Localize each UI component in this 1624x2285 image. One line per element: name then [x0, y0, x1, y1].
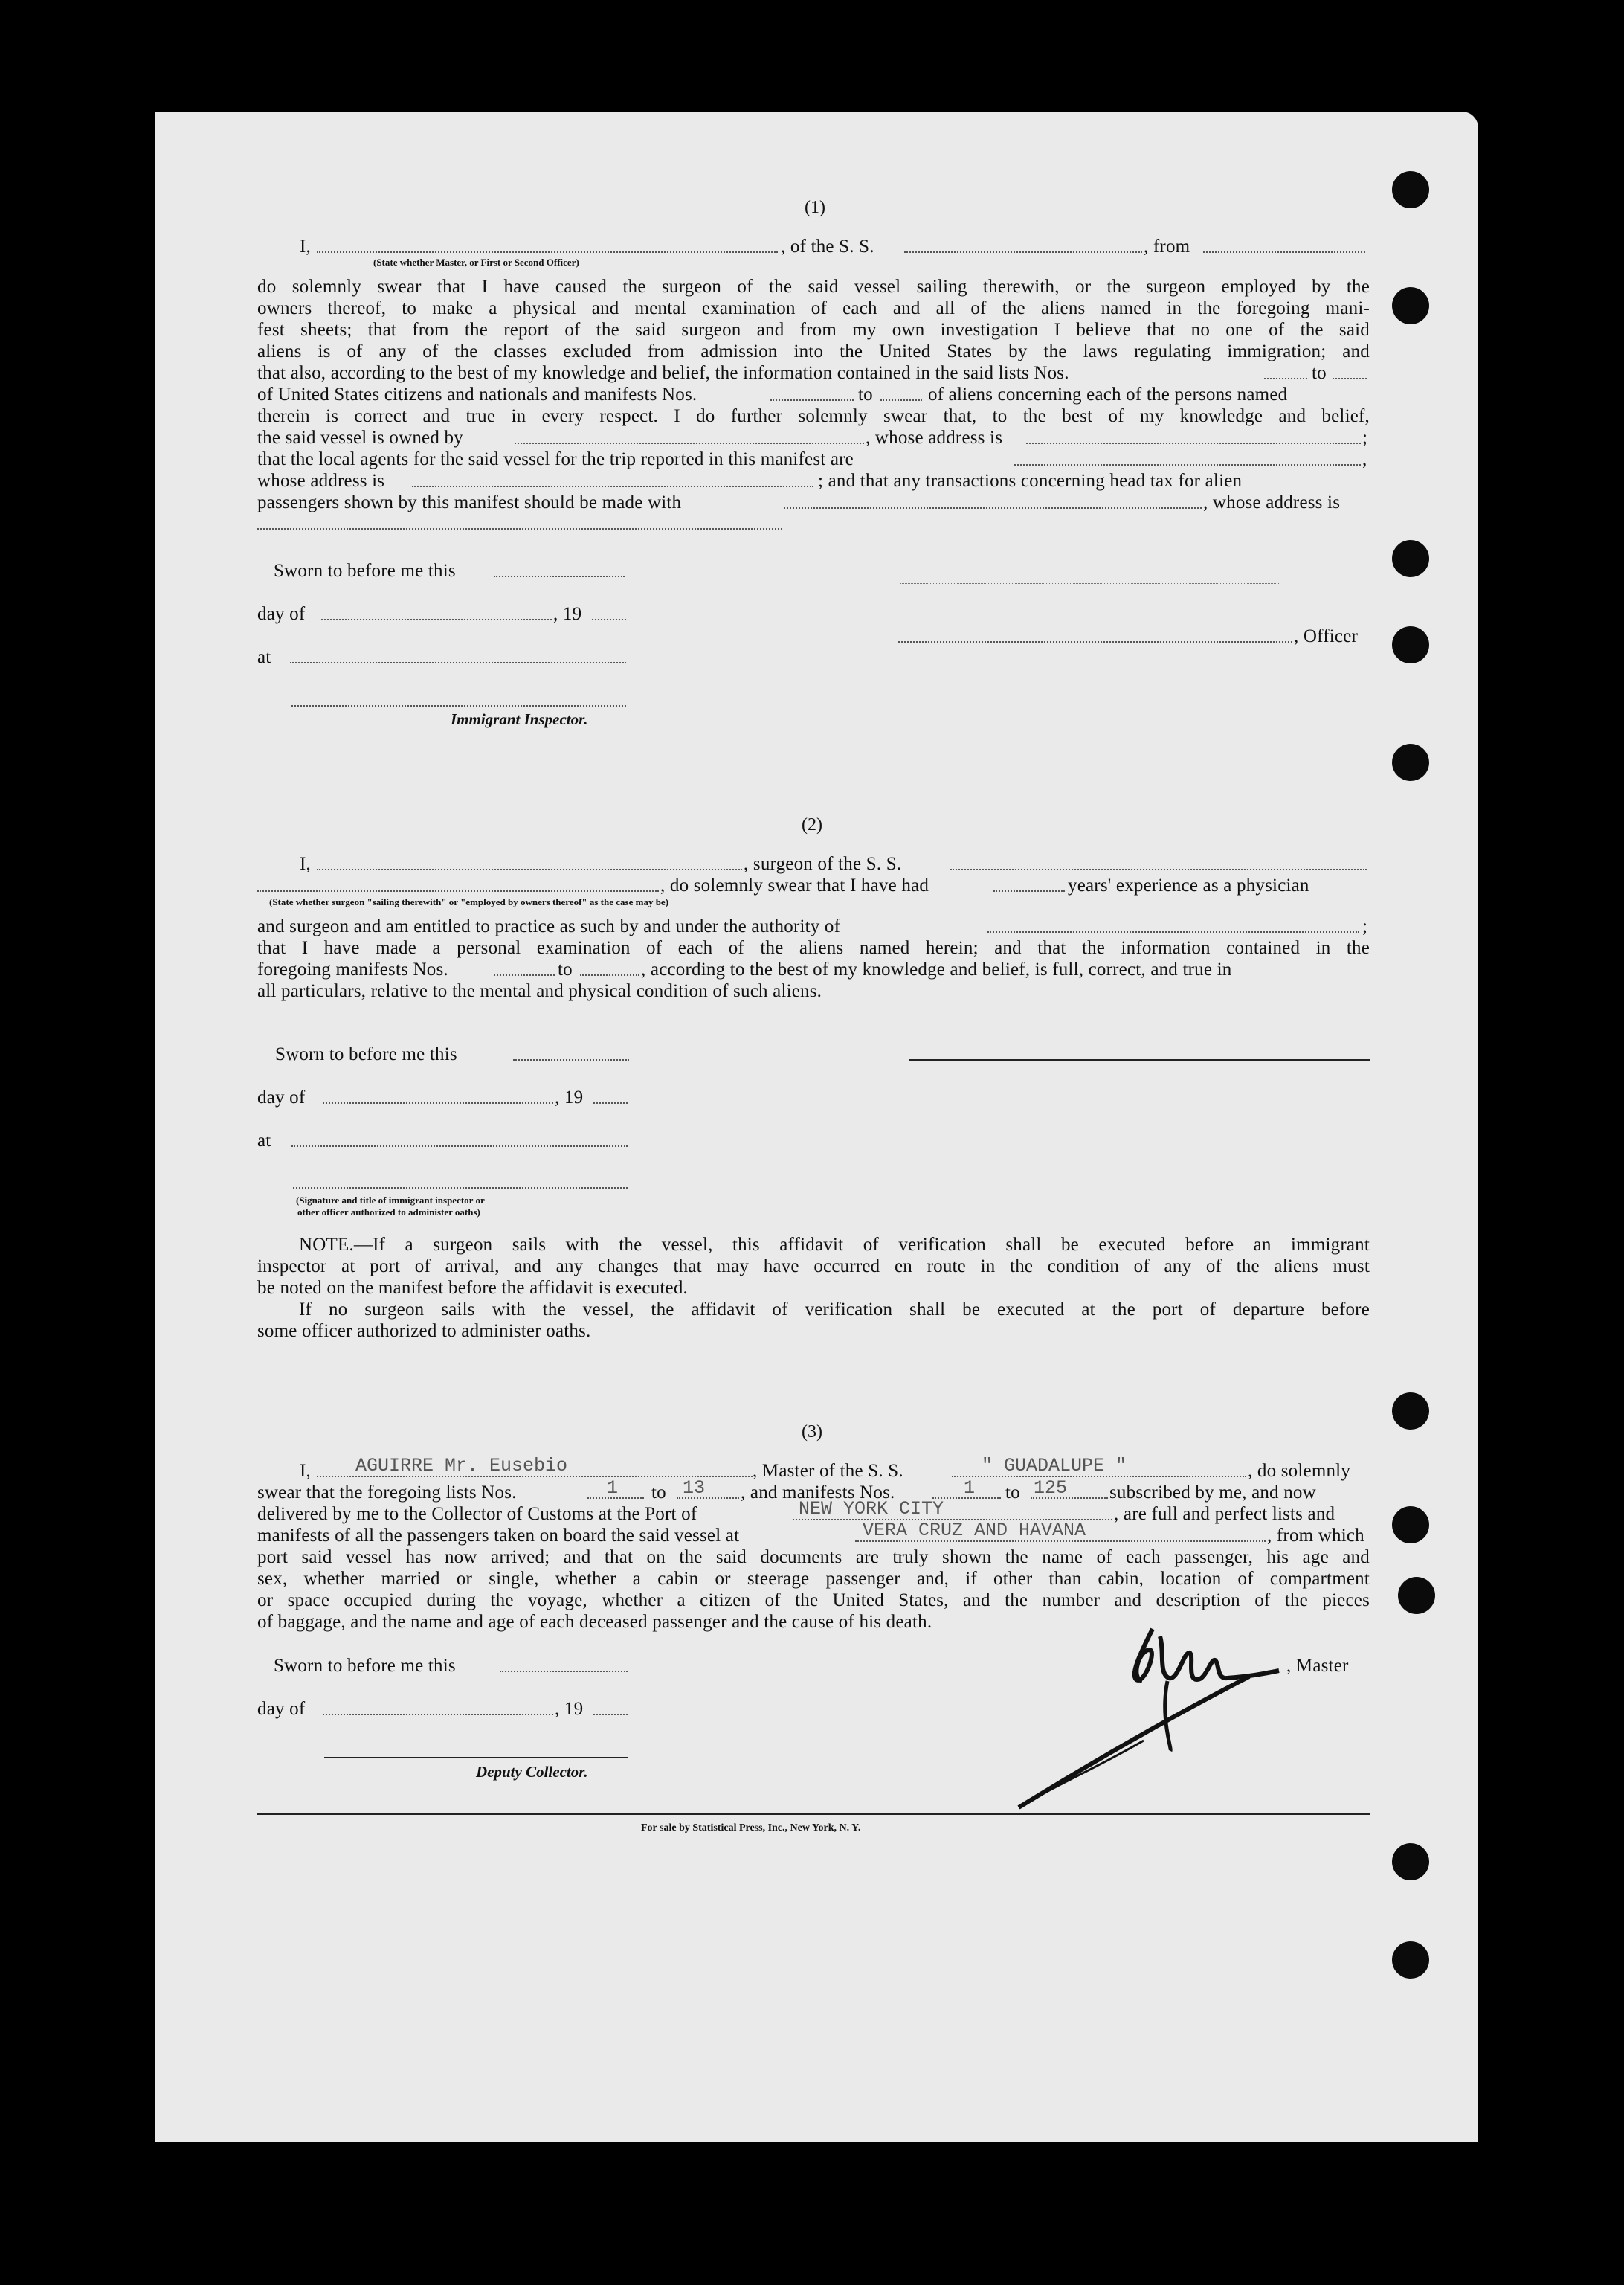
section-3-number: (3)	[802, 1422, 822, 1442]
s3-dayof: day of	[257, 1699, 306, 1719]
s2-para-line: , according to the best of my knowledge and belief, is full, correct, and true in	[641, 960, 1232, 980]
s2-years-blank	[993, 875, 1065, 892]
s2-manifests-to-blank	[580, 960, 639, 976]
s2-note-line: If no surgeon sails with the vessel, the affidavit of verification shall be executed at the port of departure before	[299, 1299, 1370, 1320]
s2-note-line: some officer authorized to administer oaths.	[257, 1321, 591, 1341]
s1-para-line: of aliens concerning each of the persons named	[928, 385, 1288, 405]
s2-at: at	[257, 1131, 271, 1151]
s1-para-line: aliens is of any of the classes excluded from admission into the United States by the laws regulating immigration; and	[257, 341, 1370, 361]
s3-line: port said vessel has now arrived; and that on the said documents are truly shown the name of each passenger, his age and	[257, 1547, 1370, 1567]
s2-note-line: NOTE.—If a surgeon sails with the vessel, this affidavit of verification shall be executed before an immigrant	[299, 1235, 1370, 1255]
binder-hole	[1392, 626, 1429, 663]
s3-line: or space occupied during the voyage, whether a citizen of the United States, and the number and description of the pieces	[257, 1590, 1370, 1610]
s1-para-line: ; and that any transactions concerning head tax for alien	[818, 471, 1243, 491]
s2-surgeon-blank	[317, 854, 742, 870]
s2-note: (State whether surgeon "sailing therewith" or "employed by owners thereof" as the case may be)	[269, 896, 669, 907]
s1-to: to	[1312, 363, 1327, 383]
s3-collector-line	[324, 1757, 628, 1758]
s1-para-line: do solemnly swear that I have caused the surgeon of the said vessel sailing therewith, or the surgeon employed by the	[257, 277, 1370, 297]
s3-line: swear that the foregoing lists Nos.	[257, 1482, 517, 1503]
s3-line: of baggage, and the name and age of each deceased passenger and the cause of his death.	[257, 1612, 932, 1632]
binder-hole	[1392, 1843, 1429, 1880]
s2-signature-blank	[293, 1172, 628, 1189]
s1-signature-line	[900, 583, 1279, 584]
s1-para-line: the said vessel is owned by	[257, 428, 463, 448]
s3-19: , 19	[555, 1699, 584, 1719]
s3-master-name: AGUIRRE Mr. Eusebio	[355, 1455, 568, 1476]
s1-para-line: that also, according to the best of my knowledge and belief, the information contained in the said lists Nos.	[257, 363, 1069, 383]
s1-lists-from-blank	[1264, 363, 1307, 379]
s3-sworn-blank	[500, 1656, 628, 1672]
s1-day-blank	[321, 604, 552, 620]
s1-at: at	[257, 647, 271, 667]
s1-para-line: of United States citizens and nationals and manifests Nos.	[257, 385, 697, 405]
s2-sworn: Sworn to before me this	[275, 1044, 457, 1064]
binder-hole	[1392, 287, 1429, 324]
s3-master: , Master	[1286, 1656, 1349, 1676]
s3-collector-label: Deputy Collector.	[476, 1763, 588, 1781]
s2-year-blank	[593, 1087, 628, 1104]
s1-sworn: Sworn to before me this	[274, 561, 456, 581]
s1-of-ss: , of the S. S.	[781, 237, 874, 257]
s3-list-to: 13	[683, 1477, 706, 1499]
s2-19: , 19	[555, 1087, 584, 1108]
s3-year-blank	[593, 1699, 628, 1715]
s2-para-line: all particulars, relative to the mental and physical condition of such aliens.	[257, 981, 822, 1001]
binder-hole	[1392, 1392, 1429, 1430]
s2-manifests-from-blank	[494, 960, 555, 976]
s1-from: , from	[1144, 237, 1190, 257]
s2-para-line: foregoing manifests Nos.	[257, 960, 448, 980]
s1-owner-blank	[515, 428, 864, 444]
s1-agents-blank	[1014, 449, 1361, 466]
footer-rule	[257, 1813, 1370, 1815]
s2-para-line: that I have made a personal examination of each of the aliens named herein; and that the information contained in the	[257, 938, 1370, 958]
s1-lists-to-blank	[1333, 363, 1367, 379]
s2-para-line: and surgeon and am entitled to practice as such by and under the authority of	[257, 916, 841, 936]
s3-ship-name: " GUADALUPE "	[982, 1455, 1127, 1476]
s3-master-of: , Master of the S. S.	[753, 1461, 903, 1481]
binder-hole	[1392, 171, 1429, 208]
s2-sworn-blank	[513, 1044, 629, 1061]
s3-line: delivered by me to the Collector of Customs at the Port of	[257, 1504, 697, 1524]
s1-para-line: fest sheets; that from the report of the said surgeon and from my own investigation I believe that no one of the said	[257, 320, 1370, 340]
s1-inspector-label: Immigrant Inspector.	[451, 710, 588, 728]
binder-hole	[1398, 1577, 1435, 1614]
s2-years: years' experience as a physician	[1068, 875, 1309, 896]
s2-note-line: inspector at port of arrival, and any changes that may have occurred en route in the condition of any of the aliens must	[257, 1256, 1370, 1276]
s3-line: subscribed by me, and now	[1109, 1482, 1316, 1503]
s2-day-blank	[323, 1087, 553, 1104]
s1-para-line: therein is correct and true in every respect. I do further solemnly swear that, to the best of my knowledge and belief,	[257, 406, 1370, 426]
s1-year-blank	[592, 604, 626, 620]
s2-sig-note: other officer authorized to administer oaths)	[297, 1206, 480, 1218]
s1-i: I,	[300, 237, 311, 257]
s3-i: I,	[300, 1461, 311, 1481]
s3-to: to	[651, 1482, 666, 1503]
s1-para-line: , whose address is	[1203, 492, 1341, 512]
s2-surgeon-signature-line	[909, 1059, 1370, 1061]
s3-port: NEW YORK CITY	[799, 1498, 944, 1520]
footer-printer: For sale by Statistical Press, Inc., New York, N. Y.	[641, 1822, 861, 1834]
s1-19: , 19	[553, 604, 582, 624]
s1-from-blank	[1203, 237, 1365, 253]
s1-sworn-blank	[494, 561, 625, 577]
s1-note: (State whether Master, or First or Second Officer)	[373, 257, 579, 268]
s2-swear: , do solemnly swear that I have had	[660, 875, 929, 896]
s1-inspector-signature-blank	[291, 690, 626, 707]
binder-hole	[1392, 1506, 1429, 1543]
s3-day-blank	[323, 1699, 553, 1715]
binder-hole	[1392, 540, 1429, 577]
s3-man-from: 1	[964, 1477, 976, 1499]
s3-line: , from which	[1267, 1526, 1364, 1546]
s1-headtax-blank	[784, 492, 1202, 509]
s1-para-line: , whose address is	[866, 428, 1003, 448]
s3-to: to	[1005, 1482, 1020, 1503]
s1-officer-signature-blank	[898, 626, 1292, 643]
s2-to: to	[558, 960, 573, 980]
binder-hole	[1392, 1941, 1429, 1979]
s2-sig-note: (Signature and title of immigrant inspector or	[296, 1195, 485, 1206]
s1-dayof: day of	[257, 604, 306, 624]
s1-headtax-address-blank	[257, 513, 782, 530]
s1-at-blank	[290, 647, 626, 663]
s1-to: to	[858, 385, 873, 405]
s3-list-from: 1	[607, 1477, 619, 1499]
section-1-number: (1)	[805, 198, 825, 217]
s2-at-blank	[291, 1131, 628, 1147]
s1-para-line: that the local agents for the said vessel for the trip reported in this manifest are	[257, 449, 854, 469]
s2-authority-blank	[987, 916, 1359, 933]
s1-manifests-to-blank	[880, 385, 922, 401]
s2-ship-blank	[950, 854, 1367, 870]
s2-dayof: day of	[257, 1087, 306, 1108]
s1-para-line: whose address is	[257, 471, 385, 491]
s2-status-blank	[257, 875, 659, 892]
s2-surgeon-of: , surgeon of the S. S.	[744, 854, 902, 874]
s1-officer-blank	[317, 237, 778, 253]
s3-solemnly: , do solemnly	[1248, 1461, 1351, 1481]
s3-line: manifests of all the passengers taken on board the said vessel at	[257, 1526, 740, 1546]
s1-manifests-from-blank	[770, 385, 854, 401]
binder-hole	[1392, 744, 1429, 781]
s1-owner-address-blank	[1026, 428, 1361, 444]
s1-agents-address-blank	[412, 471, 813, 487]
s2-i: I,	[300, 854, 311, 874]
s2-note-line: be noted on the manifest before the affidavit is executed.	[257, 1278, 688, 1298]
s3-line: , and manifests Nos.	[741, 1482, 895, 1503]
s1-ship-blank	[904, 237, 1142, 253]
s1-para-line: passengers shown by this manifest should be made with	[257, 492, 682, 512]
s3-sworn: Sworn to before me this	[274, 1656, 456, 1676]
s3-man-to: 125	[1034, 1477, 1068, 1499]
s1-officer: , Officer	[1294, 626, 1359, 646]
s3-line: sex, whether married or single, whether a cabin or steerage passenger and, if other than cabin, location of compartment	[257, 1569, 1370, 1589]
s3-line: , are full and perfect lists and	[1114, 1504, 1335, 1524]
s1-para-line: owners thereof, to make a physical and mental examination of each and all of the aliens named in the foregoing mani-	[257, 298, 1370, 318]
master-signature	[1011, 1607, 1309, 1815]
section-2-number: (2)	[802, 815, 822, 835]
s3-origin: VERA CRUZ AND HAVANA	[863, 1520, 1086, 1541]
